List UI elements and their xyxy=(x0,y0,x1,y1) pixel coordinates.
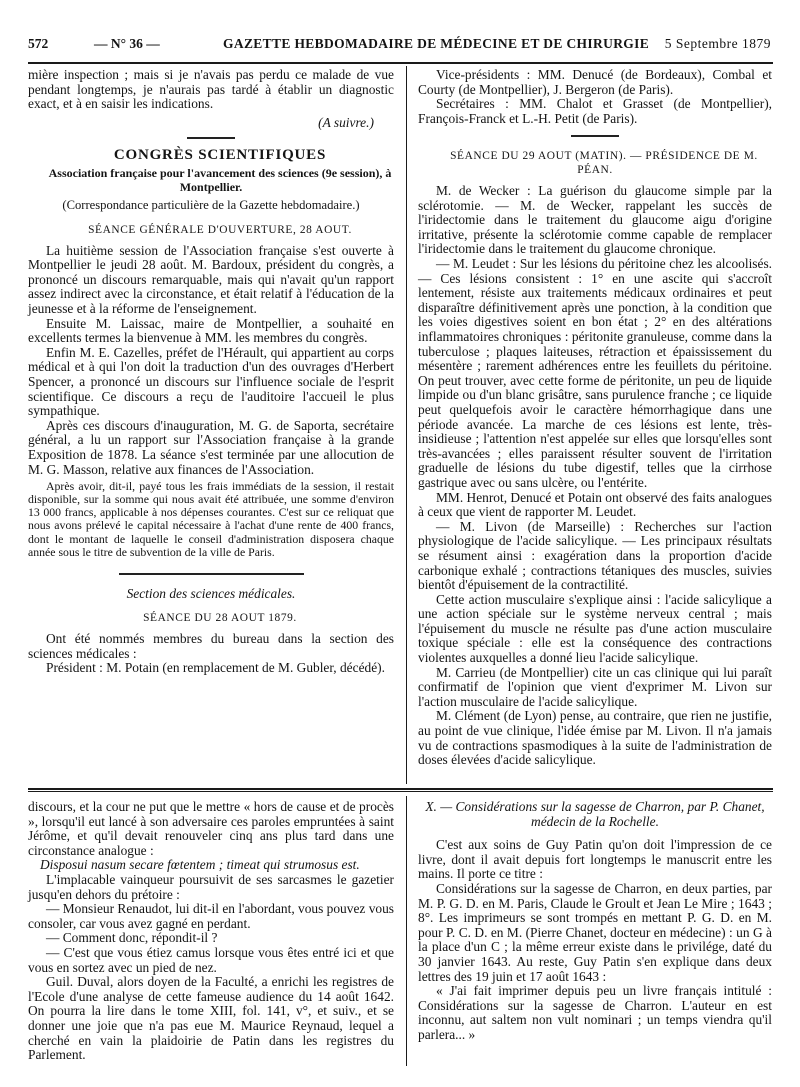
header-rule xyxy=(28,62,773,64)
paragraph-small: Après avoir, dit-il, payé tous les frais immédiats de la session, il restait disponible, sur la somme qui nous avait été attribuée, une somme d'environ 13 000 francs, applicable à nos dépenses courantes. C'est sur ce reliquat que nous avons prélevé le capital nécessaire à l'achat d'une rente de 400 francs, dont le montant de laquelle le conseil d'administration disposera chaque année sous le titre de subvention de la ville de Paris. xyxy=(28,479,394,559)
paragraph: M. Clément (de Lyon) pense, au contraire, que rien ne justifie, au point de vue clinique, l'idée émise par M. Livon. Il n'a jamais vu de contractions spasmodiques à la suite de l'administration de doses élevées d'acide salicylique. xyxy=(418,708,772,768)
chapter-title: X. — Considérations sur la sagesse de Charron, par P. Chanet, médecin de la Rochelle. xyxy=(425,799,765,829)
right-column-top xyxy=(418,68,772,768)
issue-date: 5 Septembre 1879 xyxy=(664,36,771,51)
journal-title: GAZETTE HEBDOMADAIRE DE MÉDECINE ET DE CHIRURGIE xyxy=(223,36,650,51)
left-column-top xyxy=(28,68,394,676)
paragraph: Ensuite M. Laissac, maire de Montpellier, a souhaité en excellents termes la bienvenue à MM. les membres du congrès. xyxy=(28,315,394,346)
paragraph: MM. Henrot, Denucé et Potain ont observé des faits analogues à ceux que vient de rapporter M. Leudet. xyxy=(418,489,772,520)
feuilleton-rule-second xyxy=(28,791,773,792)
latin-quote: Disposui nasum secare fœtentem ; timeat qui strumosus est. xyxy=(40,857,360,873)
paragraph: « J'ai fait imprimer depuis peu un livre français intitulé : Considérations sur la sagesse de Charron. L'auteur en est inconnu, aut saltem non vult nominari ; un temps viendra qu'il parlera... » xyxy=(418,983,772,1042)
separator-long xyxy=(119,573,304,575)
paragraph: Président : M. Potain (en remplacement de M. Gubler, décédé). xyxy=(46,660,385,676)
column-divider-bottom xyxy=(406,796,407,1066)
right-column-bottom xyxy=(418,800,772,1043)
paragraph: M. Carrieu (de Montpellier) cite un cas clinique qui lui paraît confirmatif de l'opinion que vient d'exprimer M. Livon sur l'action musculaire de l'acide salicylique. xyxy=(418,664,772,709)
paragraph: M. de Wecker : La guérison du glaucome simple par la sclérotomie. — M. de Wecker, rappelant les succès de l'iridectomie dans le traitement du glaucome aigu d'origine irritative, présente la sclérotomie comme capable de remplacer l'iridectomie dans le traitement du glaucome chronique. xyxy=(418,183,772,257)
paragraph: La huitième session de l'Association française s'est ouverte à Montpellier le jeudi 28 août. M. Bardoux, président du congrès, a prononcé un discours remarquable, mais qui n'avait qu'un rapport assez indirect avec la circonstance, et était relatif à l'éducation de la jeunesse et à la réforme de l'enseignement. xyxy=(28,242,394,317)
paragraph: C'est aux soins de Guy Patin qu'on doit l'impression de ce livre, dont il avait depuis fort longtemps le manuscrit entre les mains. Il porte ce titre : xyxy=(418,837,772,882)
paragraph: Après ces discours d'inauguration, M. G. de Saporta, secrétaire général, a lu un rapport sur l'Association française à la grande Exposition de 1878. La séance s'est terminée par une allocution de M. G. Masson, relative aux finances de l'Association. xyxy=(28,417,394,477)
page-number: 572 xyxy=(28,36,49,51)
session-title: SÉANCE DU 29 AOUT (MATIN). — PRÉSIDENCE DE M. PÉAN. xyxy=(450,149,758,177)
page-header xyxy=(28,36,773,58)
separator xyxy=(571,135,619,137)
paragraph: Vice-présidents : MM. Denucé (de Bordeaux), Combal et Courty (de Montpellier), J. Bergeron (de Paris). xyxy=(418,67,772,97)
paragraph: — Monsieur Renaudot, lui dit-il en l'abordant, vous pouvez vous consoler, car vous avez gagné en perdant. xyxy=(28,901,394,931)
session-title: SÉANCE DU 28 AOUT 1879. xyxy=(143,612,297,625)
paragraph: Ont été nommés membres du bureau dans la section des sciences médicales : xyxy=(28,630,394,661)
paragraph: — M. Leudet : Sur les lésions du péritoine chez les alcoolisés. — Ces lésions consistent : 1° en une ascite qui s'accroît lentement, résiste aux traitements médicaux ordinaires et peut disparaître définitivement après une ponction, à la condition que les voies digestives soient en bon état ; 2° en des altérations inflammatoires chroniques : péritonite granuleuse, comme dans la tuberculose ; plaques laiteuses, rétraction et épaississement du mésentère ; rarement adhérences entre les feuillets du péritoine. On peut trouver, avec cette forme de péritonite, un peu de liquide limpide ou d'un blanc grisâtre, sans purulence franche ; ce liquide peut quelquefois avoir le caractère hémorrhagique dans une période avancée. La marche de ces lésions est lente, très-insidieuse ; l'attention n'est appelée sur elles que lorsqu'elles sont très-avancées ; elles paraissent résulter souvent de l'irritation graduelle de lésions du tube digestif, telles que la cirrhose gastrique avec ou sans ulcère, ou l'entérite. xyxy=(418,256,772,490)
section-heading: CONGRÈS SCIENTIFIQUES xyxy=(113,146,327,163)
left-column-bottom xyxy=(28,800,394,1063)
issue-number: — N° 36 — xyxy=(94,36,160,51)
paragraph: — Comment donc, répondit-il ? xyxy=(46,930,218,946)
column-divider-top xyxy=(406,66,407,784)
paragraph: — M. Livon (de Marseille) : Recherches sur l'action physiologique de l'acide salicylique. — Les principaux résultats se résument ainsi : exagération dans la proportion d'acide carbonique exhalé ; contractions tétaniques des muscles, suivies bientôt d'épuisement de la contractilité. xyxy=(418,518,772,593)
subheading: Association française pour l'avancement des sciences (9e session), à Montpellier. xyxy=(48,166,392,194)
section-title: Section des sciences médicales. xyxy=(126,585,296,601)
to-be-continued: (A suivre.) xyxy=(318,114,374,130)
session-title: SÉANCE GÉNÉRALE D'OUVERTURE, 28 AOUT. xyxy=(88,224,352,237)
feuilleton-rule xyxy=(28,788,773,790)
paragraph: Considérations sur la sagesse de Charron, en deux parties, par M. P. G. D. en M. Paris, Claude le Groult et Jean Le Mire ; 1643 ; 8°. Les imprimeurs se sont trompés en mettant P. G. D. en M. pour P. C. D. en M. (Pierre Chanet, docteur en médecine) : un G à la place d'un C ; la même erreur existe dans le privilége, daté du 30 janvier 1643. Au reste, Guy Patin s'en explique dans deux lettres des 19 juin et 17 août 1643 : xyxy=(418,880,772,984)
paragraph: L'implacable vainqueur poursuivit de ses sarcasmes le gazetier jusqu'en dehors du prétoire : xyxy=(28,871,394,902)
paragraph: Enfin M. E. Cazelles, préfet de l'Hérault, qui appartient au corps médical et à qui l'on doit la traduction d'un des ouvrages d'Herbert Spencer, a prononcé un discours sur l'influence sociale de l'esprit scientifique. Ce discours a reçu de l'auditoire l'accueil le plus sympathique. xyxy=(28,344,394,419)
paragraph: mière inspection ; mais si je n'avais pas perdu ce malade de vue pendant longtemps, je n'aurais pas tardé à établir un diagnostic exact, et à en saisir les indications. xyxy=(28,67,394,112)
correspondence-note: (Correspondance particulière de la Gazette hebdomadaire.) xyxy=(62,198,360,213)
separator xyxy=(187,137,235,139)
paragraph: Cette action musculaire s'explique ainsi : l'acide salicylique a une action spéciale sur le système nerveux central ; mais l'épuisement du muscle ne résulte pas d'une action musculaire toxique spéciale : elle est la conséquence des contractions violentes auxquelles a donné lieu l'acide salicylique. xyxy=(418,591,772,666)
paragraph: Secrétaires : MM. Chalot et Grasset (de Montpellier), François-Franck et L.-H. Petit (de Paris). xyxy=(418,96,772,126)
paragraph: — C'est que vous étiez camus lorsque vous êtes entré ici et que vous en sortez avec un pied de nez. xyxy=(28,944,394,975)
paragraph: Guil. Duval, alors doyen de la Faculté, a enrichi les registres de l'Ecole d'une analyse de cette fameuse audience du 14 août 1642. On pourra la lire dans le tome XIII, fol. 141, v°, et suiv., et se donner une joie que n'a pas eue M. Maurice Reynaud, lequel a cherché en vain la plaidoirie de Patin dans les registres du Parlement. xyxy=(28,974,394,1063)
paragraph: discours, et la cour ne put que le mettre « hors de cause et de procès », lorsqu'il eut lancé à son adversaire ces paroles empruntées à saint Jérôme, et qu'il devait renouveler cinq ans plus tard dans une circonstance analogue : xyxy=(28,799,394,858)
